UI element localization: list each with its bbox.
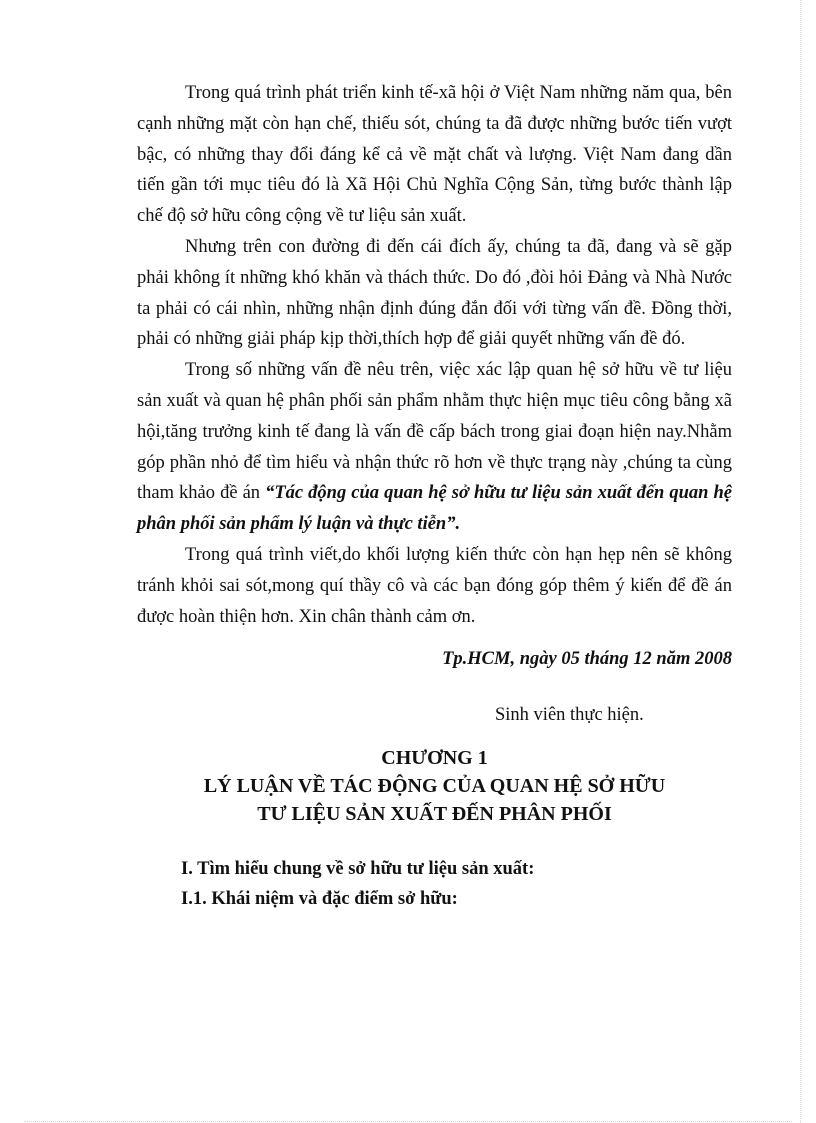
chapter-title-line-1: LÝ LUẬN VỀ TÁC ĐỘNG CỦA QUAN HỆ SỞ HỮU <box>203 775 666 798</box>
intro-paragraph-1: Trong quá trình phát triển kinh tế-xã hội ở Việt Nam những năm qua, bên cạnh những mặt còn hạn chế, thiếu sót, chúng ta đã được những bước tiến vượt bậc, có những thay đổi đáng kể cả về mặt chất và lượng. Việt Nam đang dần tiến gần tới mục tiêu đó là Xã Hội Chủ Nghĩa Cộng Sản, từng bước thành lập chế độ sở hữu công cộng về tư liệu sản xuất. <box>137 83 732 227</box>
section-heading-1-1 <box>181 884 732 914</box>
signer-line: Sinh viên thực hiện. <box>495 705 644 726</box>
chapter-heading <box>137 744 732 828</box>
intro-paragraph-3 <box>137 355 732 540</box>
intro-paragraph-4: Trong quá trình viết,do khối lượng kiến thức còn hạn hẹp nên sẽ không tránh khỏi sai sót,mong quí thầy cô và các bạn đóng góp thêm ý kiến để đề án được hoàn thiện hơn. Xin chân thành cảm ơn. <box>137 544 732 627</box>
section-number: I. <box>181 859 193 880</box>
section-list <box>181 854 732 914</box>
section-title: Tìm hiểu chung về sở hữu tư liệu sản xuất: <box>197 859 535 880</box>
date-line: Tp.HCM, ngày 05 tháng 12 năm 2008 <box>442 649 732 670</box>
intro-paragraph-3-text: Trong số những vấn đề nêu trên, việc xác lập quan hệ sở hữu về tư liệu sản xuất và quan hệ phân phối sản phẩm nhằm thực hiện mục tiêu công bằng xã hội,tăng trưởng kinh tế đang là vấn đề cấp bách trong giai đoạn hiện nay.Nhằm góp phần nhỏ để tìm hiểu và nhận thức rõ hơn về thực trạng này ,chúng ta cùng tham khảo đề án <box>137 360 732 504</box>
page-bottom-border <box>24 1121 792 1122</box>
page-right-border <box>800 0 801 1123</box>
chapter-number: CHƯƠNG 1 <box>381 747 488 770</box>
intro-paragraph-2: Nhưng trên con đường đi đến cái đích ấy, chúng ta đã, đang và sẽ gặp phải không ít những khó khăn và thách thức. Do đó ,đòi hỏi Đảng và Nhà Nước ta phải có cái nhìn, những nhận định đúng đắn đối với từng vấn đề. Đồng thời, phải có những giải pháp kịp thời,thích hợp để giải quyết những vấn đề đó. <box>137 236 732 350</box>
document-page <box>137 78 732 914</box>
project-title-emphasis: “Tác động của quan hệ sở hữu tư liệu sản xuất đến quan hệ phân phối sản phẩm lý luận và thực tiễn”. <box>137 483 733 535</box>
section-number: I.1. <box>181 889 207 910</box>
section-heading-1 <box>181 854 732 884</box>
chapter-title-line-2: TƯ LIỆU SẢN XUẤT ĐẾN PHÂN PHỐI <box>257 803 612 826</box>
section-title: Khái niệm và đặc điểm sở hữu: <box>211 889 458 910</box>
